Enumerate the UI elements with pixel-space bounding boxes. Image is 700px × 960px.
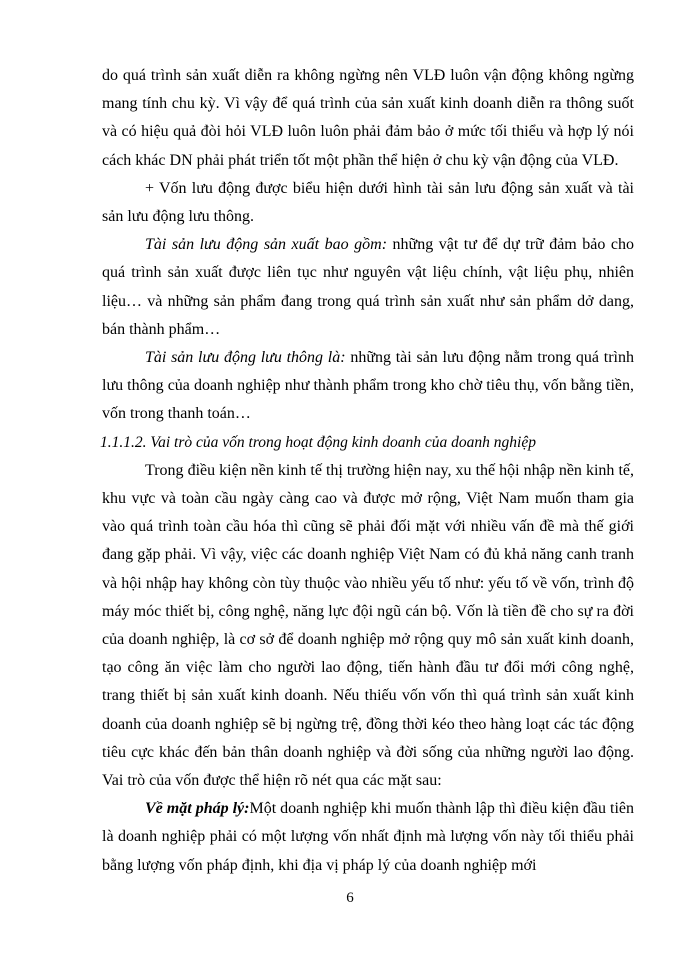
legal-aspect-lead: Về mặt pháp lý: (145, 800, 250, 818)
document-body (102, 62, 634, 880)
paragraph-legal-aspect (102, 795, 634, 880)
circulation-assets-text: những tài sản lưu động nằm trong quá trình lưu thông của doanh nghiệp như thành phẩm trong kho chờ tiêu thụ, vốn bằng tiền, vốn trong thanh toán… (102, 349, 634, 423)
production-assets-text: những vật tư để dự trữ đảm bảo cho quá trình sản xuất được liên tục như nguyên vật liệu chính, vật liệu phụ, nhiên liệu… và những sản phẩm đang trong quá trình sản xuất như sản phẩm dở dang, bán thành phẩm… (102, 236, 634, 338)
paragraph-circulation-assets (102, 344, 634, 429)
legal-aspect-text: Một doanh nghiệp khi muốn thành lập thì điều kiện đầu tiên là doanh nghiệp phải có một lượng vốn nhất định mà lượng vốn này tối thiểu phải bằng lượng vốn pháp định, khi địa vị pháp lý của doanh nghiệp mới (102, 800, 635, 874)
paragraph-capital-role: Trong điều kiện nền kinh tế thị trường hiện nay, xu thế hội nhập nền kinh tế, khu vực và toàn cầu ngày càng cao và được mở rộng, Việt Nam muốn tham gia vào quá trình toàn cầu hóa thì cũng sẽ phải đối mặt với nhiều vấn đề mà thế giới đang gặp phải. Vì vậy, việc các doanh nghiệp Việt Nam có đủ khả năng canh tranh và hội nhập hay không còn tùy thuộc vào nhiều yếu tố như: yếu tố về vốn, trình độ máy móc thiết bị, công nghệ, năng lực đội ngũ cán bộ. Vốn là tiền đề cho sự ra đời của doanh nghiệp, là cơ sở để doanh nghiệp mở rộng quy mô sản xuất kinh doanh, tạo công ăn việc làm cho người lao động, tiến hành đầu tư đổi mới công nghệ, trang thiết bị sản xuất kinh doanh. Nếu thiếu vốn vốn thì quá trình sản xuất kinh doanh của doanh nghiệp sẽ bị ngừng trệ, đồng thời kéo theo hàng loạt các tác động tiêu cực khác đến bản thân doanh nghiệp và đời sống của những người lao động. Vai trò của vốn được thể hiện rõ nét qua các mặt sau: (102, 461, 634, 790)
paragraph-vld-cycle: do quá trình sản xuất diễn ra không ngừng nên VLĐ luôn vận động không ngừng mang tính chu kỳ. Vì vậy để quá trình của sản xuất kinh doanh diễn ra thông suốt và có hiệu quả đòi hỏi VLĐ luôn luôn phải đảm bảo ở mức tối thiểu và hợp lý nói cách khác DN phải phát triển tốt một phần thể hiện ở chu kỳ vận động của VLĐ. (102, 67, 634, 169)
production-assets-lead: Tài sản lưu động sản xuất bao gồm: (145, 236, 388, 254)
section-heading: 1.1.1.2. Vai trò của vốn trong hoạt động kinh doanh của doanh nghiệp (100, 433, 536, 451)
page-number: 6 (346, 890, 354, 906)
paragraph-vld-forms: + Vốn lưu động được biểu hiện dưới hình tài sản lưu động sản xuất và tài sản lưu động lưu thông. (102, 179, 634, 226)
circulation-assets-lead: Tài sản lưu động lưu thông là: (145, 349, 346, 367)
paragraph-production-assets (102, 231, 634, 344)
